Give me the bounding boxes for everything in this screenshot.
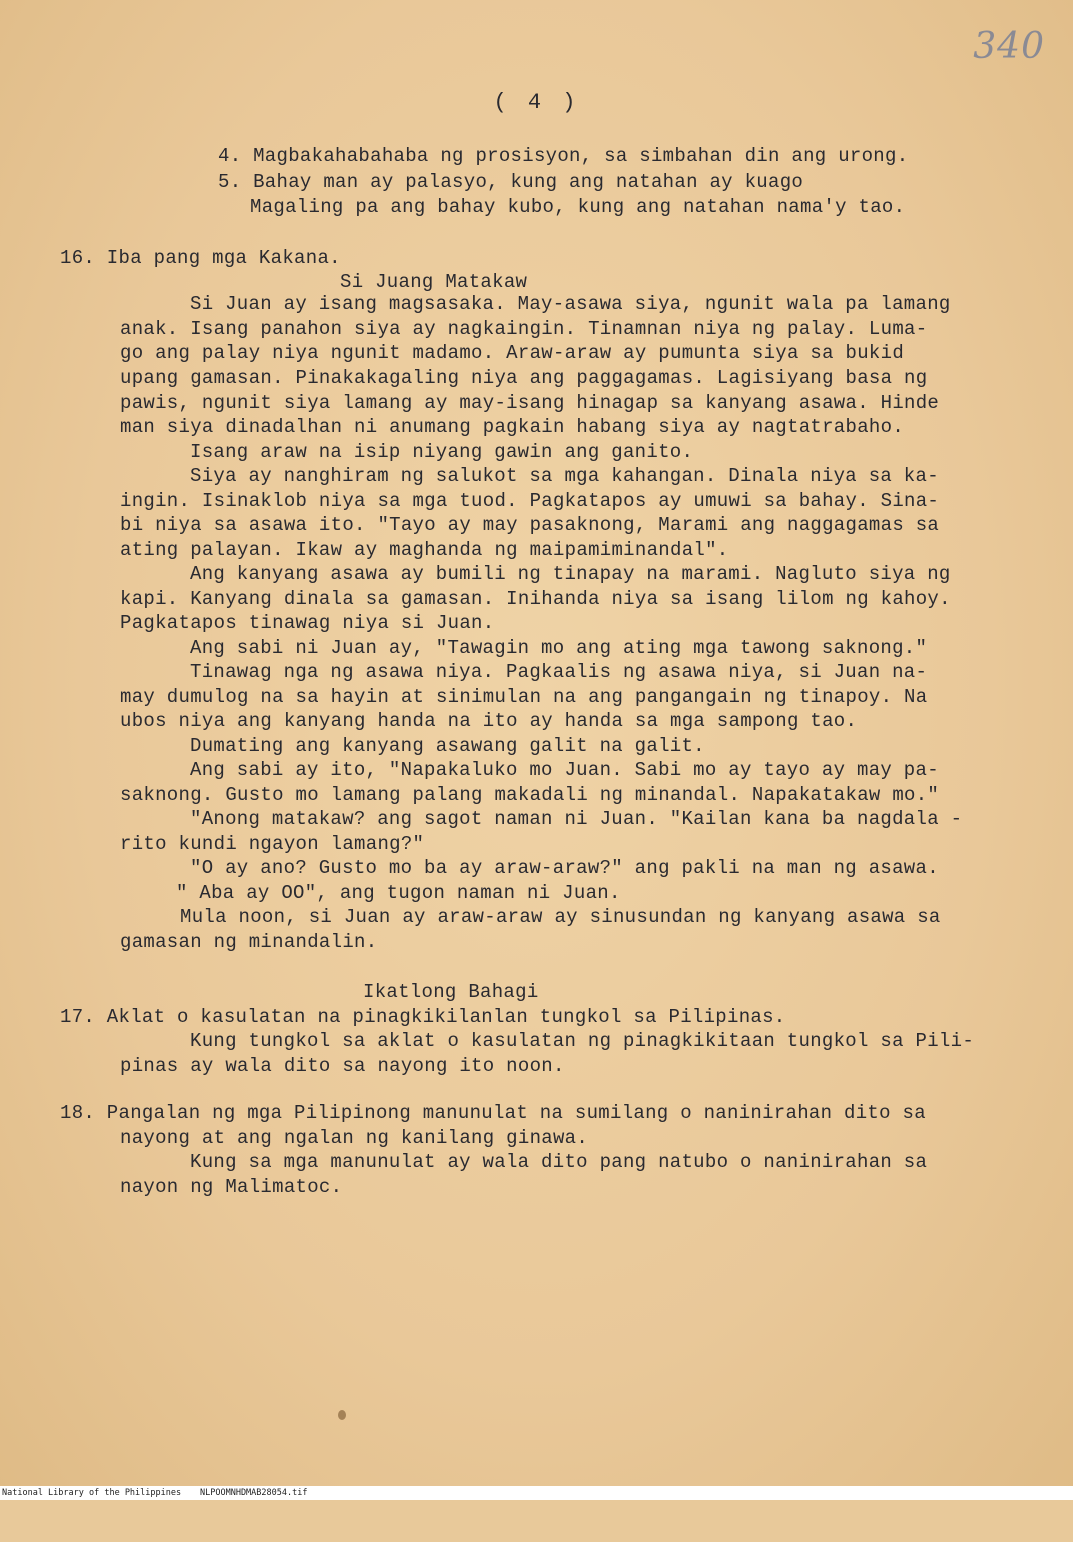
body-line: nayong at ang ngalan ng kanilang ginawa. bbox=[120, 1127, 589, 1149]
proverb-line: 4. Magbakahabahaba ng prosisyon, sa simbahan din ang urong. bbox=[218, 145, 909, 167]
body-line: Siya ay nanghiram ng salukot sa mga kahangan. Dinala niya sa ka- bbox=[190, 465, 939, 487]
body-line: ating palayan. Ikaw ay maghanda ng maipamiminandal". bbox=[120, 539, 729, 561]
proverb-line: 5. Bahay man ay palasyo, kung ang natahan ay kuago bbox=[218, 171, 804, 193]
body-line: pinas ay wala dito sa nayong ito noon. bbox=[120, 1055, 565, 1077]
body-line: Kung tungkol sa aklat o kasulatan ng pinagkikitaan tungkol sa Pili- bbox=[190, 1030, 975, 1052]
ink-spot bbox=[338, 1410, 346, 1420]
body-line: pawis, ngunit siya lamang ay may-isang hinagap sa kanyang asawa. Hinde bbox=[120, 392, 940, 414]
proverb-line: Magaling pa ang bahay kubo, kung ang natahan nama'y tao. bbox=[250, 196, 906, 218]
body-line: Ang sabi ni Juan ay, "Tawagin mo ang ating mga tawong saknong." bbox=[190, 637, 928, 659]
body-line: upang gamasan. Pinakakagaling niya ang paggagamas. Lagisiyang basa ng bbox=[120, 367, 928, 389]
body-line: Dumating ang kanyang asawang galit na galit. bbox=[190, 735, 705, 757]
body-line: "Anong matakaw? ang sagot naman ni Juan. "Kailan kana ba nagdala - bbox=[190, 808, 963, 830]
section-heading: 17. Aklat o kasulatan na pinagkikilanlan tungkol sa Pilipinas. bbox=[60, 1006, 786, 1028]
body-line: go ang palay niya ngunit madamo. Araw-araw ay pumunta siya sa bukid bbox=[120, 342, 905, 364]
body-line: Ang kanyang asawa ay bumili ng tinapay na marami. Nagluto siya ng bbox=[190, 563, 951, 585]
part-heading: Ikatlong Bahagi bbox=[363, 981, 539, 1003]
footer-library: National Library of the Philippines bbox=[2, 1488, 182, 1498]
body-line: saknong. Gusto mo lamang palang makadali ng minandal. Napakatakaw mo." bbox=[120, 784, 940, 806]
body-line: may dumulog na sa hayin at sinimulan na ang pangangain ng tinapoy. Na bbox=[120, 686, 928, 708]
body-line: Tinawag nga ng asawa niya. Pagkaalis ng asawa niya, si Juan na- bbox=[190, 661, 928, 683]
body-line: Pagkatapos tinawag niya si Juan. bbox=[120, 612, 495, 634]
body-line: "O ay ano? Gusto mo ba ay araw-araw?" ang pakli na man ng asawa. bbox=[190, 857, 939, 879]
body-line: ubos niya ang kanyang handa na ito ay handa sa mga sampong tao. bbox=[120, 710, 858, 732]
body-line: kapi. Kanyang dinala sa gamasan. Inihanda niya sa isang lilom ng kahoy. bbox=[120, 588, 951, 610]
body-line: rito kundi ngayon lamang?" bbox=[120, 833, 425, 855]
page-number: ( 4 ) bbox=[493, 90, 580, 115]
body-line: Kung sa mga manunulat ay wala dito pang natubo o naninirahan sa bbox=[190, 1151, 928, 1173]
body-line: gamasan ng minandalin. bbox=[120, 931, 378, 953]
body-line: man siya dinadalhan ni anumang pagkain habang siya ay nagtatrabaho. bbox=[120, 416, 905, 438]
body-line: bi niya sa asawa ito. "Tayo ay may pasaknong, Marami ang naggagamas sa bbox=[120, 514, 940, 536]
body-line: Isang araw na isip niyang gawin ang ganito. bbox=[190, 441, 694, 463]
handwritten-page-number: 340 bbox=[973, 26, 1045, 67]
body-line: anak. Isang panahon siya ay nagkaingin. Tinamnan niya ng palay. Luma- bbox=[120, 318, 928, 340]
section-heading: 18. Pangalan ng mga Pilipinong manunulat na sumilang o naninirahan dito sa bbox=[60, 1102, 926, 1124]
scan-footer bbox=[0, 1486, 1073, 1500]
story-title: Si Juang Matakaw bbox=[340, 271, 528, 293]
body-line: ingin. Isinaklob niya sa mga tuod. Pagkatapos ay umuwi sa bahay. Sina- bbox=[120, 490, 940, 512]
section-heading: 16. Iba pang mga Kakana. bbox=[60, 247, 341, 269]
body-line: nayon ng Malimatoc. bbox=[120, 1176, 343, 1198]
body-line: Ang sabi ay ito, "Napakaluko mo Juan. Sabi mo ay tayo ay may pa- bbox=[190, 759, 939, 781]
footer-filename: NLPOOMNHDMAB28054.tif bbox=[200, 1488, 308, 1498]
body-line: Si Juan ay isang magsasaka. May-asawa siya, ngunit wala pa lamang bbox=[190, 293, 951, 315]
body-line: " Aba ay OO", ang tugon naman ni Juan. bbox=[176, 882, 621, 904]
body-line: Mula noon, si Juan ay araw-araw ay sinusundan ng kanyang asawa sa bbox=[180, 906, 941, 928]
